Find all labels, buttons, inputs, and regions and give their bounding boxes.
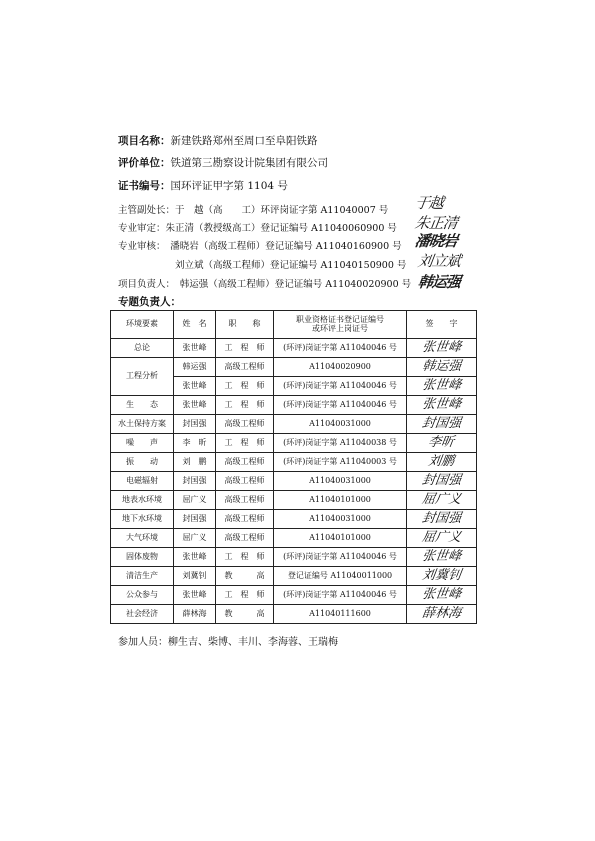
handwritten-signature: 张世峰 xyxy=(421,548,463,564)
certificate-cell: A11040101000 xyxy=(274,491,407,510)
name-cell: 封国强 xyxy=(174,472,216,491)
signature-5: 韩运强 xyxy=(416,273,462,291)
title-cell: 高级工程师 xyxy=(216,453,274,472)
name-cell: 封国强 xyxy=(174,415,216,434)
signature-cell xyxy=(407,377,477,396)
title-cell: 高级工程师 xyxy=(216,510,274,529)
certificate-label: 证书编号： xyxy=(118,180,171,192)
signature-4: 刘立斌 xyxy=(416,252,462,270)
certificate-cell: A11040111600 xyxy=(274,605,407,624)
name-cell: 刘冀钊 xyxy=(174,567,216,586)
element-cell: 生 态 xyxy=(111,396,174,415)
handwritten-signature: 屈广义 xyxy=(421,491,463,507)
project-name-value: 新建铁路郑州至周口至阜阳铁路 xyxy=(170,135,318,147)
header-cell: 环境要素 xyxy=(111,311,174,339)
header-cell xyxy=(274,311,407,339)
name-cell: 韩运强 xyxy=(174,358,216,377)
signature-cell xyxy=(407,358,477,377)
table-row xyxy=(111,567,477,586)
table-row xyxy=(111,396,477,415)
title-cell: 工 程 师 xyxy=(216,377,274,396)
certificate-cell: A11040020900 xyxy=(274,358,407,377)
signature-2: 朱正清 xyxy=(413,214,459,232)
title-cell: 教 高 xyxy=(216,605,274,624)
signature-cell xyxy=(407,415,477,434)
signature-1: 于越 xyxy=(413,194,445,212)
signature-cell xyxy=(407,472,477,491)
title-cell: 教 高 xyxy=(216,567,274,586)
handwritten-signature: 刘冀钊 xyxy=(421,567,463,583)
handwritten-signature: 张世峰 xyxy=(421,377,463,393)
signature-cell xyxy=(407,339,477,358)
signature-cell xyxy=(407,548,477,567)
name-cell: 屈广义 xyxy=(174,529,216,548)
signature-cell xyxy=(407,529,477,548)
certificate-cell: (环评)岗证字第 A11040046 号 xyxy=(274,586,407,605)
certificate-cell: (环评)岗证字第 A11040046 号 xyxy=(274,377,407,396)
handwritten-signature: 张世峰 xyxy=(421,339,463,355)
element-cell: 固体废物 xyxy=(111,548,174,567)
name-cell: 薛林海 xyxy=(174,605,216,624)
handwritten-signature: 刘鹏 xyxy=(427,453,456,469)
evaluator-label: 评价单位： xyxy=(118,157,171,169)
signature-cell xyxy=(407,510,477,529)
signature-cell xyxy=(407,605,477,624)
signature-cell xyxy=(407,567,477,586)
element-cell: 地下水环境 xyxy=(111,510,174,529)
title-cell: 工 程 师 xyxy=(216,396,274,415)
handwritten-signature: 封国强 xyxy=(421,472,463,488)
title-cell: 高级工程师 xyxy=(216,415,274,434)
project-name-line xyxy=(118,133,318,148)
element-cell: 工程分析 xyxy=(111,358,174,396)
name-cell: 张世峰 xyxy=(174,586,216,605)
element-cell: 公众参与 xyxy=(111,586,174,605)
title-cell: 工 程 师 xyxy=(216,548,274,567)
handwritten-signature: 封国强 xyxy=(421,415,463,431)
name-cell: 刘 鹏 xyxy=(174,453,216,472)
handwritten-signature: 薛林海 xyxy=(421,605,463,621)
certificate-cell: 登记证编号 A11040011000 xyxy=(274,567,407,586)
certificate-cell: (环评)岗证字第 A11040046 号 xyxy=(274,548,407,567)
signature-cell xyxy=(407,396,477,415)
staff-line-3: 专业审核： 潘晓岩（高级工程师）登记证编号 A11040160900 号 xyxy=(118,241,402,252)
signature-cell xyxy=(407,491,477,510)
staff-line-4: 刘立斌（高级工程师）登记证编号 A11040150900 号 xyxy=(118,260,407,271)
signature-3: 潘晓岩 xyxy=(413,232,459,250)
table-row xyxy=(111,415,477,434)
element-cell: 社会经济 xyxy=(111,605,174,624)
table-row xyxy=(111,605,477,624)
table-row xyxy=(111,529,477,548)
name-cell: 封国强 xyxy=(174,510,216,529)
name-cell: 屈广义 xyxy=(174,491,216,510)
topic-heads-label: 专题负责人： xyxy=(118,296,181,308)
title-cell: 高级工程师 xyxy=(216,529,274,548)
certificate-cell: (环评)岗证字第 A11040046 号 xyxy=(274,339,407,358)
certificate-cell: (环评)岗证字第 A11040046 号 xyxy=(274,396,407,415)
table-row xyxy=(111,339,477,358)
certificate-cell: A11040031000 xyxy=(274,415,407,434)
project-name-label: 项目名称： xyxy=(118,135,171,147)
title-cell: 工 程 师 xyxy=(216,434,274,453)
staff-line-2: 专业审定：朱正清（教授级高工）登记证编号 A11040060900 号 xyxy=(118,223,397,234)
table-row xyxy=(111,548,477,567)
table-row xyxy=(111,491,477,510)
header-cell: 签 字 xyxy=(407,311,477,339)
element-cell: 总论 xyxy=(111,339,174,358)
table-row xyxy=(111,472,477,491)
name-cell: 张世峰 xyxy=(174,377,216,396)
table-header-row xyxy=(111,311,477,339)
certificate-cell: A11040031000 xyxy=(274,510,407,529)
header-cert-line1: 职业资格证书登记证编号 xyxy=(296,314,384,324)
staff-line-5: 项目负责人： 韩运强（高级工程师）登记证编号 A11040020900 号 xyxy=(118,279,412,290)
signature-cell xyxy=(407,453,477,472)
header-cell: 姓 名 xyxy=(174,311,216,339)
title-cell: 工 程 师 xyxy=(216,586,274,605)
certificate-cell: A11040101000 xyxy=(274,529,407,548)
title-cell: 高级工程师 xyxy=(216,358,274,377)
element-cell: 电磁辐射 xyxy=(111,472,174,491)
table-row xyxy=(111,586,477,605)
handwritten-signature: 李昕 xyxy=(427,434,456,450)
certificate-cell: (环评)岗证字第 A11040038 号 xyxy=(274,434,407,453)
handwritten-signature: 张世峰 xyxy=(421,586,463,602)
title-cell: 工 程 师 xyxy=(216,339,274,358)
element-cell: 地表水环境 xyxy=(111,491,174,510)
element-cell: 清洁生产 xyxy=(111,567,174,586)
name-cell: 张世峰 xyxy=(174,339,216,358)
element-cell: 水土保持方案 xyxy=(111,415,174,434)
name-cell: 张世峰 xyxy=(174,548,216,567)
topic-heads-line xyxy=(118,294,181,309)
element-cell: 大气环境 xyxy=(111,529,174,548)
certificate-cell: A11040031000 xyxy=(274,472,407,491)
participants: 参加人员：柳生吉、柴博、丰川、李海蓉、王瑞梅 xyxy=(118,637,338,648)
title-cell: 高级工程师 xyxy=(216,472,274,491)
evaluator-line xyxy=(118,155,328,170)
title-cell: 高级工程师 xyxy=(216,491,274,510)
handwritten-signature: 屈广义 xyxy=(421,529,463,545)
table-row xyxy=(111,510,477,529)
header-cert-line2: 或环评上岗证号 xyxy=(312,323,368,333)
table-row xyxy=(111,434,477,453)
signature-cell xyxy=(407,434,477,453)
handwritten-signature: 封国强 xyxy=(421,510,463,526)
signature-cell xyxy=(407,586,477,605)
staff-line-1: 主管副处长：于 越（高 工）环评岗证字第 A11040007 号 xyxy=(118,205,389,216)
topic-heads-table xyxy=(110,310,477,624)
element-cell: 振 动 xyxy=(111,453,174,472)
table-row xyxy=(111,358,477,377)
certificate-value: 国环评证甲字第 1104 号 xyxy=(170,180,288,192)
certificate-line xyxy=(118,178,288,193)
element-cell: 噪 声 xyxy=(111,434,174,453)
certificate-cell: (环评)岗证字第 A11040003 号 xyxy=(274,453,407,472)
handwritten-signature: 张世峰 xyxy=(421,396,463,412)
table-row xyxy=(111,453,477,472)
name-cell: 李 昕 xyxy=(174,434,216,453)
handwritten-signature: 韩运强 xyxy=(421,358,463,374)
name-cell: 张世峰 xyxy=(174,396,216,415)
evaluator-value: 铁道第三勘察设计院集团有限公司 xyxy=(170,157,328,169)
header-cell: 职 称 xyxy=(216,311,274,339)
